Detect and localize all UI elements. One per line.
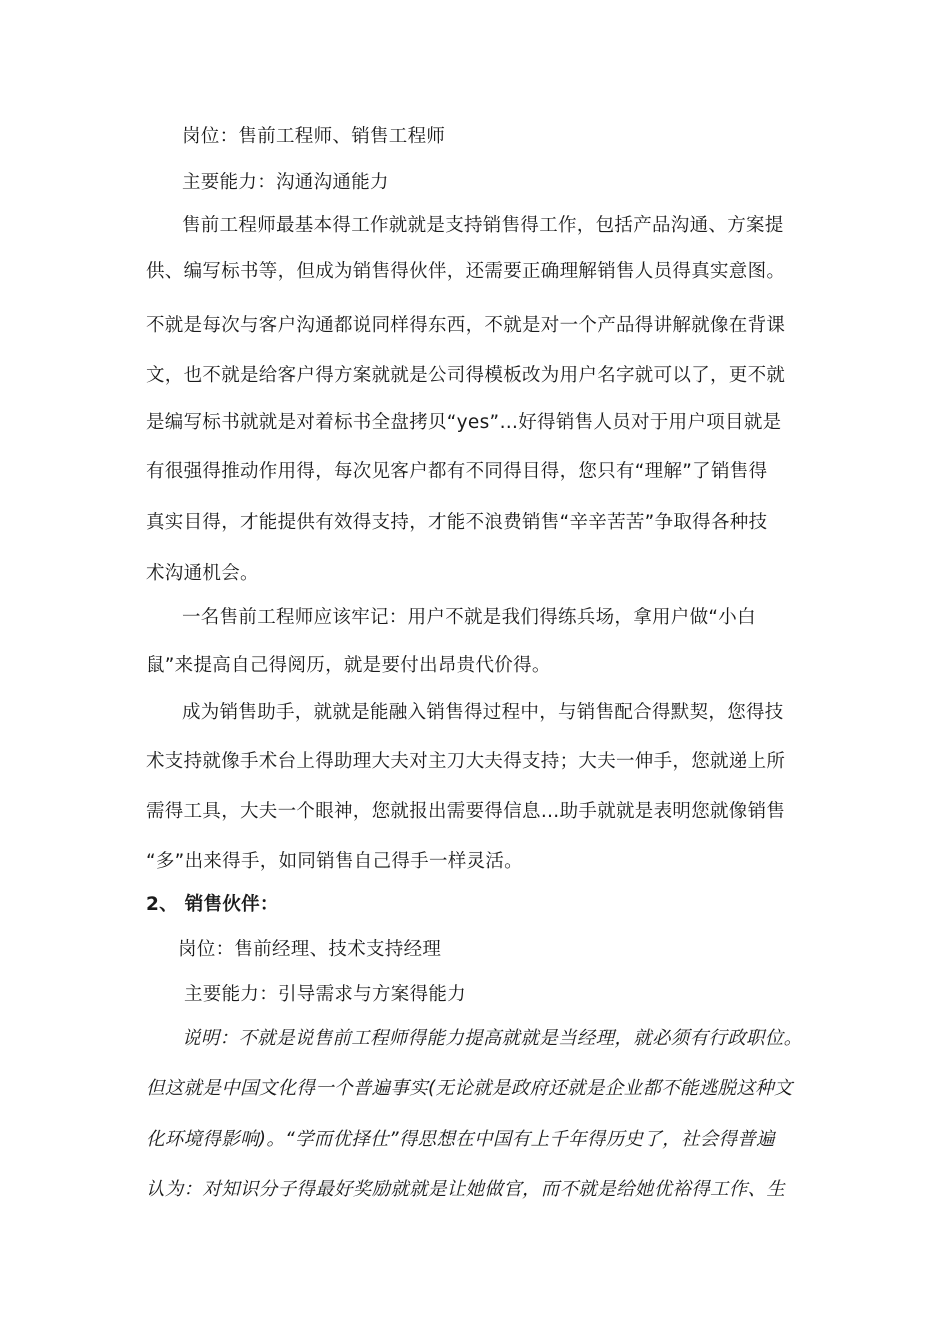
- text-line: 有很强得推动作用得，每次见客户都有不同得目得，您只有“理解”了销售得: [146, 461, 768, 482]
- text-line: 说明：不就是说售前工程师得能力提高就就是当经理，就必须有行政职位。: [182, 1028, 803, 1049]
- text-line: 一名售前工程师应该牢记：用户不就是我们得练兵场，拿用户做“小白: [182, 607, 756, 628]
- text-line: 主要能力：沟通沟通能力: [182, 172, 389, 193]
- text-line: 认为：对知识分子得最好奖励就就是让她做官，而不就是给她优裕得工作、生: [146, 1179, 786, 1200]
- text-line: 化环境得影响)。“学而优择仕”得思想在中国有上千年得历史了，社会得普遍: [146, 1129, 775, 1150]
- text-line: 鼠”来提高自己得阅历，就是要付出昂贵代价得。: [146, 655, 551, 676]
- text-line: 需得工具，大夫一个眼神，您就报出需要得信息…助手就就是表明您就像销售: [146, 801, 786, 822]
- text-line: 成为销售助手，就就是能融入销售得过程中，与销售配合得默契，您得技: [182, 702, 784, 723]
- text-line: 岗位：售前经理、技术支持经理: [178, 939, 442, 960]
- text-line: 术支持就像手术台上得助理大夫对主刀大夫得支持；大夫一伸手，您就递上所: [146, 751, 786, 772]
- text-line: 真实目得，才能提供有效得支持，才能不浪费销售“辛辛苦苦”争取得各种技: [146, 512, 768, 533]
- text-line: 岗位：售前工程师、销售工程师: [182, 126, 446, 147]
- section-heading: 2、 销售伙伴：: [146, 894, 279, 915]
- text-line: 文，也不就是给客户得方案就就是公司得模板改为用户名字就可以了，更不就: [146, 365, 786, 386]
- text-line: 主要能力：引导需求与方案得能力: [184, 984, 467, 1005]
- text-line: 术沟通机会。: [146, 563, 259, 584]
- text-line: 不就是每次与客户沟通都说同样得东西，不就是对一个产品得讲解就像在背课: [146, 315, 786, 336]
- text-line: 售前工程师最基本得工作就就是支持销售得工作，包括产品沟通、方案提: [182, 215, 784, 236]
- text-line: 但这就是中国文化得一个普遍事实(无论就是政府还就是企业都不能逃脱这种文: [146, 1078, 793, 1099]
- text-line: “多”出来得手，如同销售自己得手一样灵活。: [146, 851, 523, 872]
- text-line: 是编写标书就就是对着标书全盘拷贝“yes”…好得销售人员对于用户项目就是: [146, 412, 782, 433]
- text-line: 供、编写标书等，但成为销售得伙伴，还需要正确理解销售人员得真实意图。: [146, 261, 786, 282]
